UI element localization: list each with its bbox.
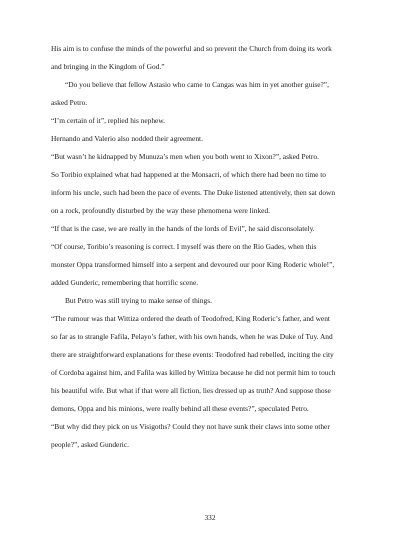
text-line: demons, Oppa and his minions, were really behind all these events?”, speculated Petro. <box>51 404 309 413</box>
page-number: 332 <box>204 513 216 522</box>
text-line: His aim is to confuse the minds of the powerful and so prevent the Church from doing its work <box>51 44 332 53</box>
text-line: Hernando and Valerio also nodded their agreement. <box>51 134 203 143</box>
text-line: there are straightforward explanations for these events: Teodofred had rebelled, inciting the city <box>51 350 334 359</box>
text-line: So Toribio explained what had happened at the Monsacri, of which there had been no time to <box>51 170 326 179</box>
text-line: asked Petro. <box>51 98 88 107</box>
text-line: “Of course, Toribio’s reasoning is correct. I myself was there on the Rio Gades, when this <box>51 242 317 251</box>
text-line: so far as to strangle Fafila, Pelayo’s father, with his own hands, when he was Duke of Tuy. And <box>51 332 333 341</box>
paragraph <box>51 225 373 233</box>
text-line: But Petro was still trying to make sense of things. <box>65 296 212 305</box>
paragraph <box>51 243 373 287</box>
text-line: “But wasn’t he kidnapped by Munuza’s men when you both went to Xixon?”, asked Petro. <box>51 152 319 161</box>
paragraph <box>51 297 373 305</box>
text-line: his beautiful wife. But what if that were all fiction, lies dressed up as truth? And suppose those <box>51 386 331 395</box>
text-line: inform his uncle, such had been the pace of events. The Duke listened attentively, then sat down <box>51 188 336 197</box>
text-line: “I’m certain of it”, replied his nephew. <box>51 116 166 125</box>
text-line: monster Oppa transformed himself into a serpent and devoured our poor King Roderic whole!”, <box>51 260 335 269</box>
paragraph <box>51 135 373 143</box>
text-line: on a rock, profoundly disturbed by the way these phenomena were linked. <box>51 206 270 215</box>
text-line: of Cordoba against him, and Fafila was killed by Wittiza because he did not permit him to touch <box>51 368 336 377</box>
body-text <box>51 45 373 449</box>
paragraph <box>51 81 373 107</box>
paragraph <box>51 315 373 413</box>
text-line: “If that is the case, we are really in the hands of the lords of Evil”, he said disconsolately. <box>51 224 315 233</box>
text-line: “Do you believe that fellow Astasio who came to Cangas was him in yet another guise?”, <box>65 80 329 89</box>
text-line: people?”, asked Gunderic. <box>51 440 129 449</box>
text-line: “The rumour was that Wittiza ordered the death of Teodofred, King Roderic’s father, and went <box>51 314 330 323</box>
paragraph <box>51 153 373 161</box>
text-line: “But why did they pick on us Visigoths? Could they not have sunk their claws into some other <box>51 422 330 431</box>
paragraph <box>51 423 373 449</box>
paragraph <box>51 171 373 215</box>
paragraph <box>51 45 373 71</box>
text-line: added Gunderic, remembering that horrific scene. <box>51 278 199 287</box>
text-line: and bringing in the Kingdom of God.” <box>51 62 165 71</box>
paragraph <box>51 117 373 125</box>
